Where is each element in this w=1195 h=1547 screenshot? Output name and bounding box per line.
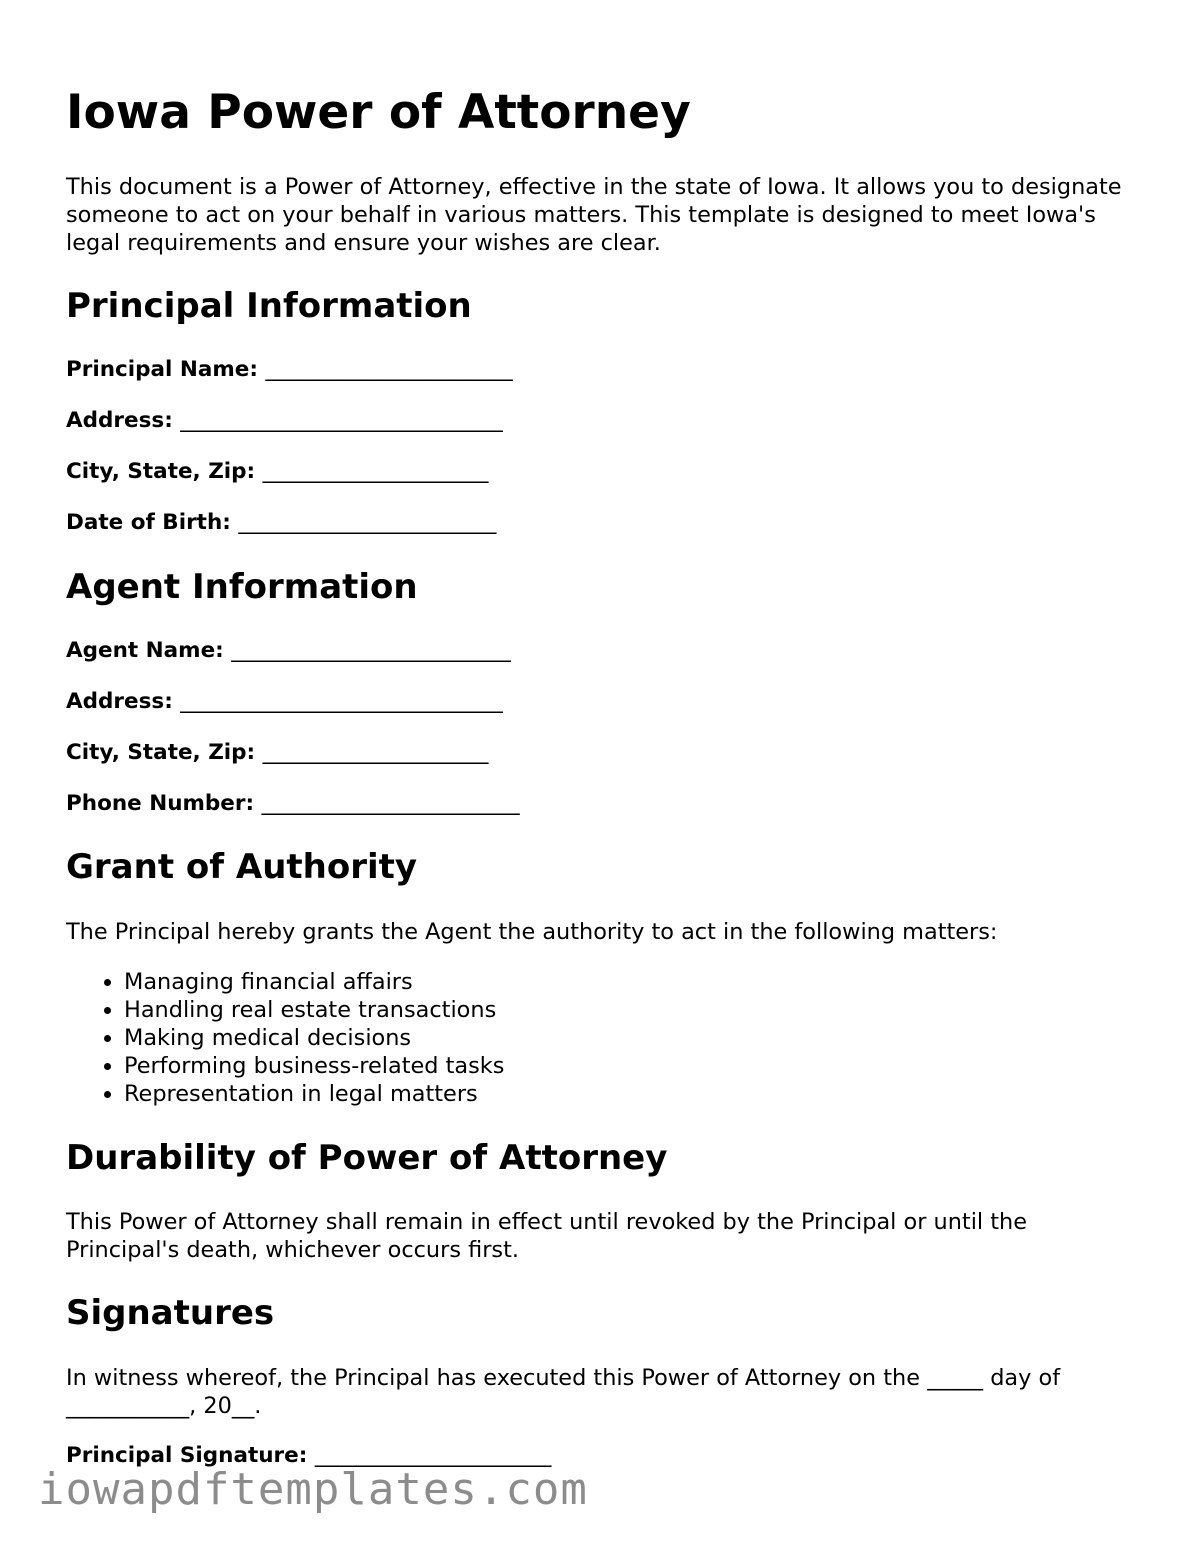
list-item: • Handling real estate transactions <box>124 996 504 1024</box>
principal-city-field <box>66 458 488 486</box>
field-blank: _____________________ <box>262 740 489 765</box>
field-blank: ______________________________ <box>180 689 503 714</box>
field-label: Principal Name: <box>66 357 258 382</box>
witness-paragraph: In witness whereof, the Principal has executed this Power of Attorney on the _____ day of ___________, 20__. <box>66 1365 1061 1419</box>
agent-phone-field <box>66 790 520 818</box>
signatures-heading: Signatures <box>66 1293 275 1333</box>
watermark: iowapdftemplates.com <box>38 1464 588 1515</box>
durability-paragraph: This Power of Attorney shall remain in effect until revoked by the Principal or until the Principal's death, whichever occurs first. <box>66 1209 1028 1263</box>
field-label: City, State, Zip: <box>66 459 256 484</box>
agent-name-field <box>66 637 511 665</box>
field-label: Address: <box>66 689 173 714</box>
document-title: Iowa Power of Attorney <box>66 85 691 140</box>
agent-heading: Agent Information <box>66 567 418 607</box>
authority-heading: Grant of Authority <box>66 847 418 887</box>
field-blank: ________________________ <box>238 510 497 535</box>
field-label: Principal Signature: <box>66 1443 308 1468</box>
agent-city-field <box>66 739 488 767</box>
list-item: • Managing financial affairs <box>124 968 504 996</box>
field-blank: ______________________________ <box>180 408 503 433</box>
field-label: City, State, Zip: <box>66 740 256 765</box>
durability-heading: Durability of Power of Attorney <box>66 1138 668 1178</box>
authority-intro: The Principal hereby grants the Agent the authority to act in the following matters: <box>66 919 998 945</box>
principal-dob-field <box>66 509 496 537</box>
field-label: Phone Number: <box>66 791 255 816</box>
list-item: • Performing business-related tasks <box>124 1052 504 1080</box>
field-blank: ______________________ <box>314 1443 552 1468</box>
field-label: Agent Name: <box>66 638 224 663</box>
list-item: • Making medical decisions <box>124 1024 504 1052</box>
agent-address-field <box>66 688 503 716</box>
field-blank: _____________________ <box>262 459 489 484</box>
list-item: • Representation in legal matters <box>124 1080 504 1108</box>
authority-list <box>66 968 504 1108</box>
principal-heading: Principal Information <box>66 286 472 326</box>
field-blank: __________________________ <box>231 638 511 663</box>
field-blank: ________________________ <box>261 791 520 816</box>
field-label: Address: <box>66 408 173 433</box>
intro-paragraph: This document is a Power of Attorney, effective in the state of Iowa. It allows you to designate someone to act on your behalf in various matters. This template is designed to meet Iowa's legal requirements and ensure your wishes are clear. <box>66 174 1122 256</box>
field-label: Date of Birth: <box>66 510 231 535</box>
principal-name-field <box>66 356 513 384</box>
field-blank: _______________________ <box>265 357 513 382</box>
principal-address-field <box>66 407 503 435</box>
